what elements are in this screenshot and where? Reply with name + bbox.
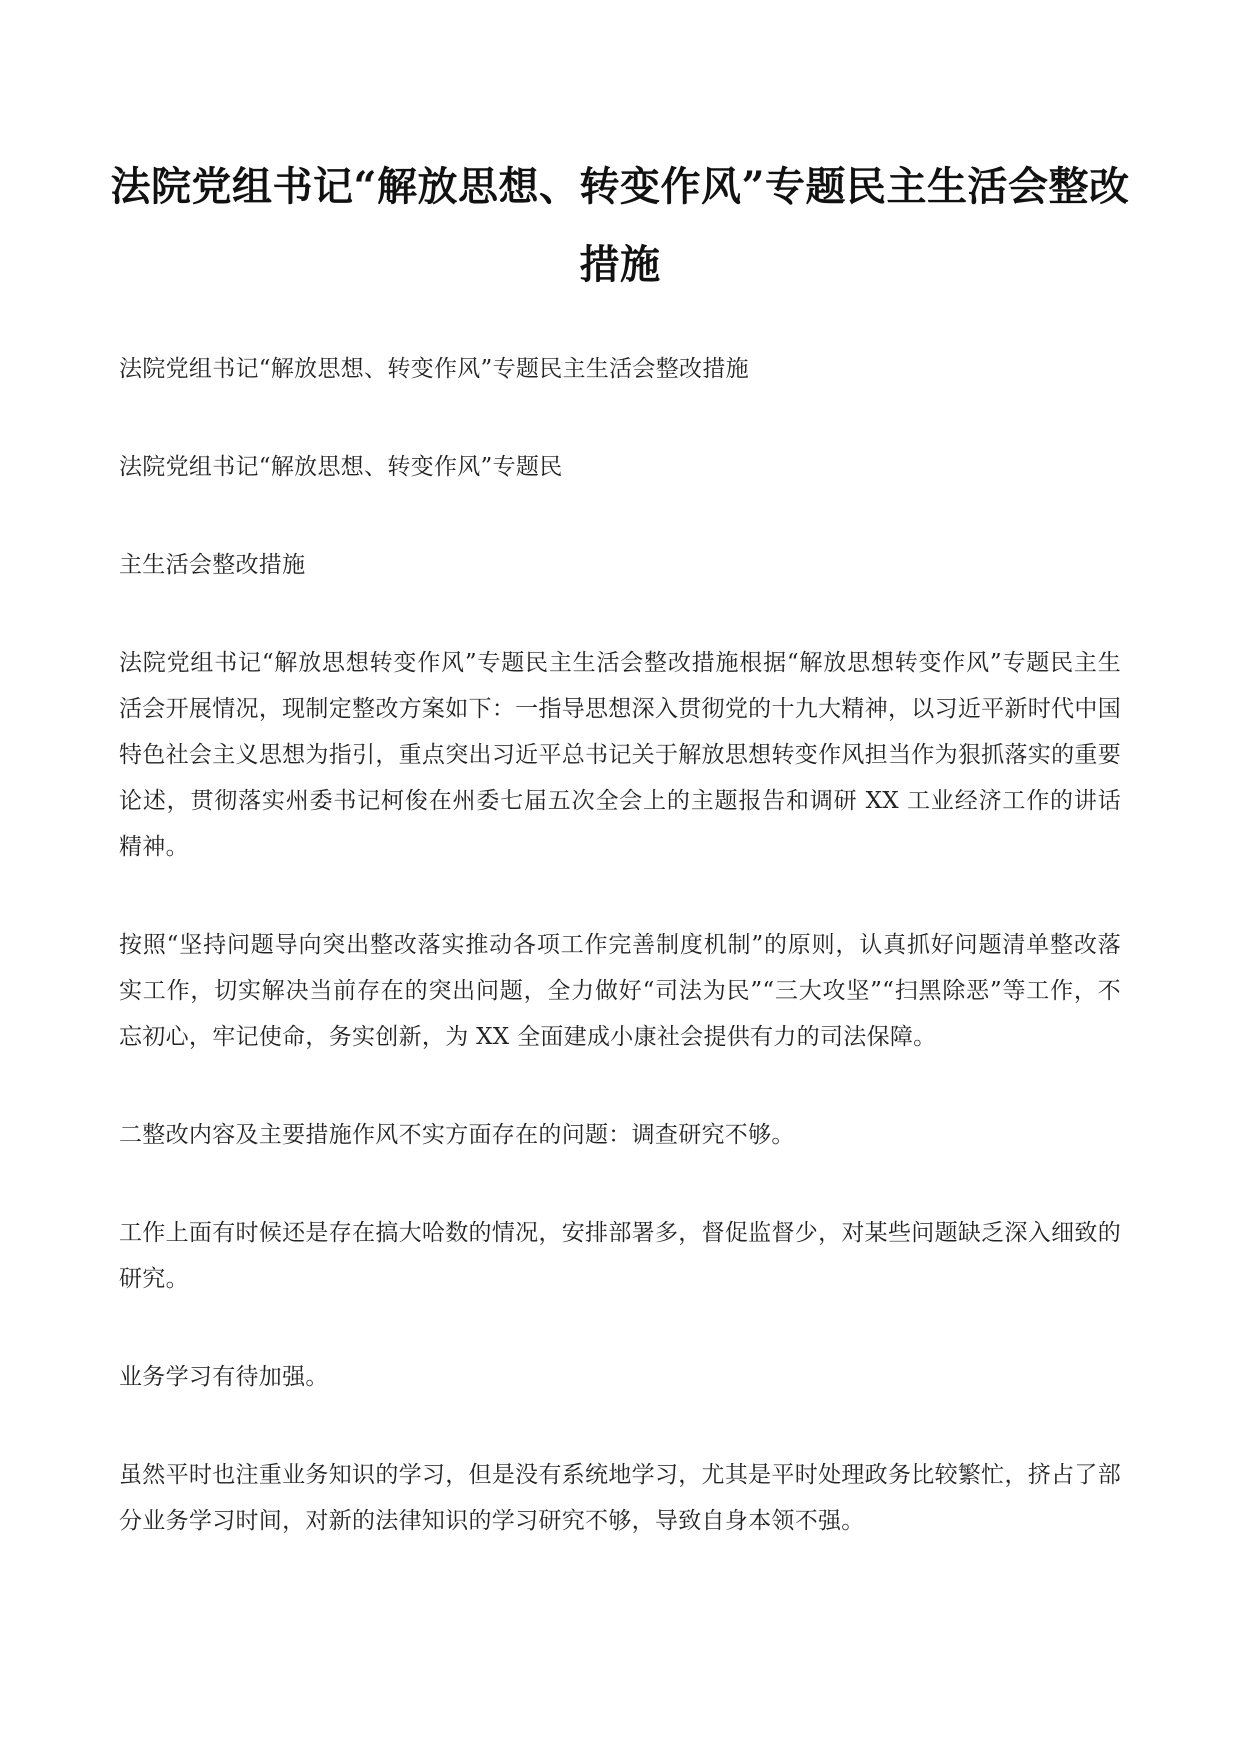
document-title: 法院党组书记“解放思想、转变作风”专题民主生活会整改措施 bbox=[110, 163, 1130, 288]
paragraph-principles: 按照“坚持问题导向突出整改落实推动各项工作完善制度机制”的原则，认真抓好问题清单整改落实工作，切实解决当前存在的突出问题，全力做好“司法为民”“三大攻坚”“扫黑除恶”等工作，不忘初心，牢记使命，务实创新，为 XX 全面建成小康社会提供有力的司法保障。 bbox=[119, 932, 1121, 1050]
paragraph-subtitle: 法院党组书记“解放思想、转变作风”专题民主生活会整改措施 bbox=[119, 356, 749, 382]
paragraph-heading-part-2: 主生活会整改措施 bbox=[119, 552, 306, 578]
paragraph-rectification-content: 二整改内容及主要措施作风不实方面存在的问题：调查研究不够。 bbox=[119, 1122, 795, 1148]
paragraph-study-details: 虽然平时也注重业务知识的学习，但是没有系统地学习，尤其是平时处理政务比较繁忙，挤占了部分业务学习时间，对新的法律知识的学习研究不够，导致自身本领不强。 bbox=[119, 1462, 1121, 1534]
paragraph-heading-part-1: 法院党组书记“解放思想、转变作风”专题民 bbox=[119, 454, 563, 480]
paragraph-study-heading: 业务学习有待加强。 bbox=[119, 1364, 329, 1390]
document-body bbox=[119, 346, 1121, 1596]
paragraph-work-issues: 工作上面有时候还是存在搞大哈数的情况，安排部署多，督促监督少，对某些问题缺乏深入细致的研究。 bbox=[119, 1220, 1121, 1292]
paragraph-guiding-ideology: 法院党组书记“解放思想转变作风”专题民主生活会整改措施根据“解放思想转变作风”专题民主生活会开展情况，现制定整改方案如下：一指导思想深入贯彻党的十九大精神，以习近平新时代中国特色社会主义思想为指引，重点突出习近平总书记关于解放思想转变作风担当作为狠抓落实的重要论述，贯彻落实州委书记柯俊在州委七届五次全会上的主题报告和调研 XX 工业经济工作的讲话精神。 bbox=[119, 650, 1121, 860]
